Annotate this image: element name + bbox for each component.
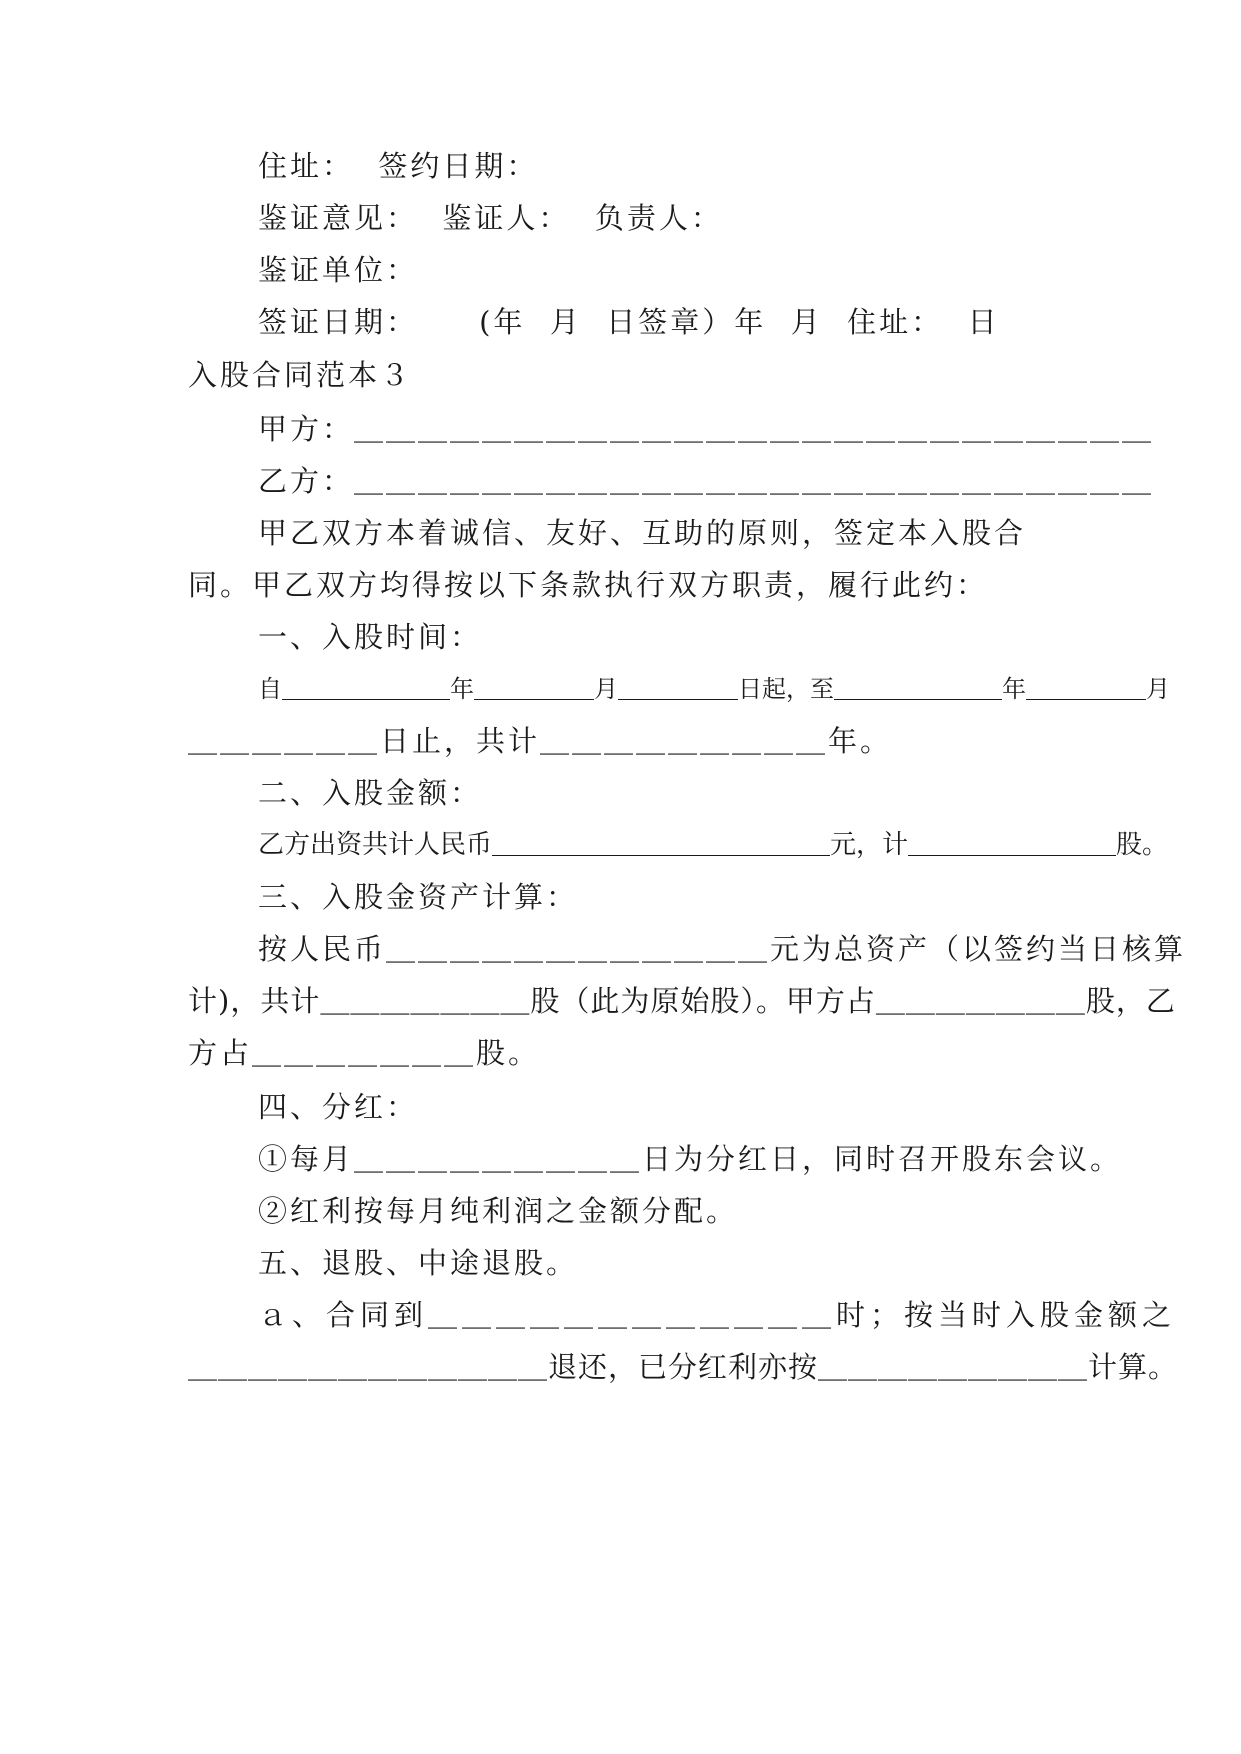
preamble-line-1: 甲乙双方本着诚信、友好、互助的原则，签定本入股合 bbox=[258, 516, 1027, 550]
section-4-item-1: ①每月＿＿＿＿＿＿＿＿＿日为分红日，同时召开股东会议。 bbox=[258, 1142, 1123, 1176]
section-1-heading: 一、入股时间： bbox=[258, 620, 483, 654]
address-signing-date-line: 住址： 签约日期： bbox=[258, 149, 539, 183]
section-1-text-1: 自＿＿＿＿＿＿＿年＿＿＿＿＿月＿＿＿＿＿日起，至＿＿＿＿＿＿＿年＿＿＿＿＿月 bbox=[258, 675, 1170, 703]
section-3-heading: 三、入股金资产计算： bbox=[258, 880, 579, 914]
section-2-text: 乙方出资共计人民币＿＿＿＿＿＿＿＿＿＿＿＿＿元，计＿＿＿＿＿＿＿＿股。 bbox=[258, 830, 1169, 860]
verification-unit-line: 鉴证单位： bbox=[258, 253, 419, 287]
section-4-item-2: ②红利按每月纯利润之金额分配。 bbox=[258, 1194, 739, 1228]
section-4-heading: 四、分红： bbox=[258, 1090, 419, 1124]
preamble-line-2: 同。甲乙双方均得按以下条款执行双方职责，履行此约： bbox=[188, 568, 989, 602]
section-3-text-1: 按人民币＿＿＿＿＿＿＿＿＿＿＿＿元为总资产（以签约当日核算 bbox=[258, 932, 1187, 966]
section-5-item-a-1: ａ、合同到＿＿＿＿＿＿＿＿＿＿＿＿时；按当时入股金额之 bbox=[258, 1298, 1177, 1332]
party-a-line: 甲方：＿＿＿＿＿＿＿＿＿＿＿＿＿＿＿＿＿＿＿＿＿＿＿＿＿ bbox=[258, 412, 1155, 446]
section-3-text-2: 计)，共计＿＿＿＿＿＿＿股（此为原始股）。甲方占＿＿＿＿＿＿＿股，乙 bbox=[188, 984, 1176, 1018]
section-1-text-2: ＿＿＿＿＿＿日止，共计＿＿＿＿＿＿＿＿＿年。 bbox=[188, 724, 893, 758]
contract-title: 入股合同范本３ bbox=[188, 358, 413, 392]
section-5-heading: 五、退股、中途退股。 bbox=[258, 1246, 579, 1280]
verification-opinion-line: 鉴证意见： 鉴证人： 负责人： bbox=[258, 201, 723, 235]
party-b-line: 乙方：＿＿＿＿＿＿＿＿＿＿＿＿＿＿＿＿＿＿＿＿＿＿＿＿＿ bbox=[258, 464, 1155, 498]
section-5-item-a-2: ＿＿＿＿＿＿＿＿＿＿＿＿退还，已分红利亦按＿＿＿＿＿＿＿＿＿计算。 bbox=[188, 1350, 1179, 1384]
verification-date-line: 签证日期： (年 月 日签章）年 月 住址： 日 bbox=[258, 305, 1000, 339]
section-2-heading: 二、入股金额： bbox=[258, 776, 483, 810]
section-3-text-3: 方占＿＿＿＿＿＿＿股。 bbox=[188, 1036, 541, 1070]
